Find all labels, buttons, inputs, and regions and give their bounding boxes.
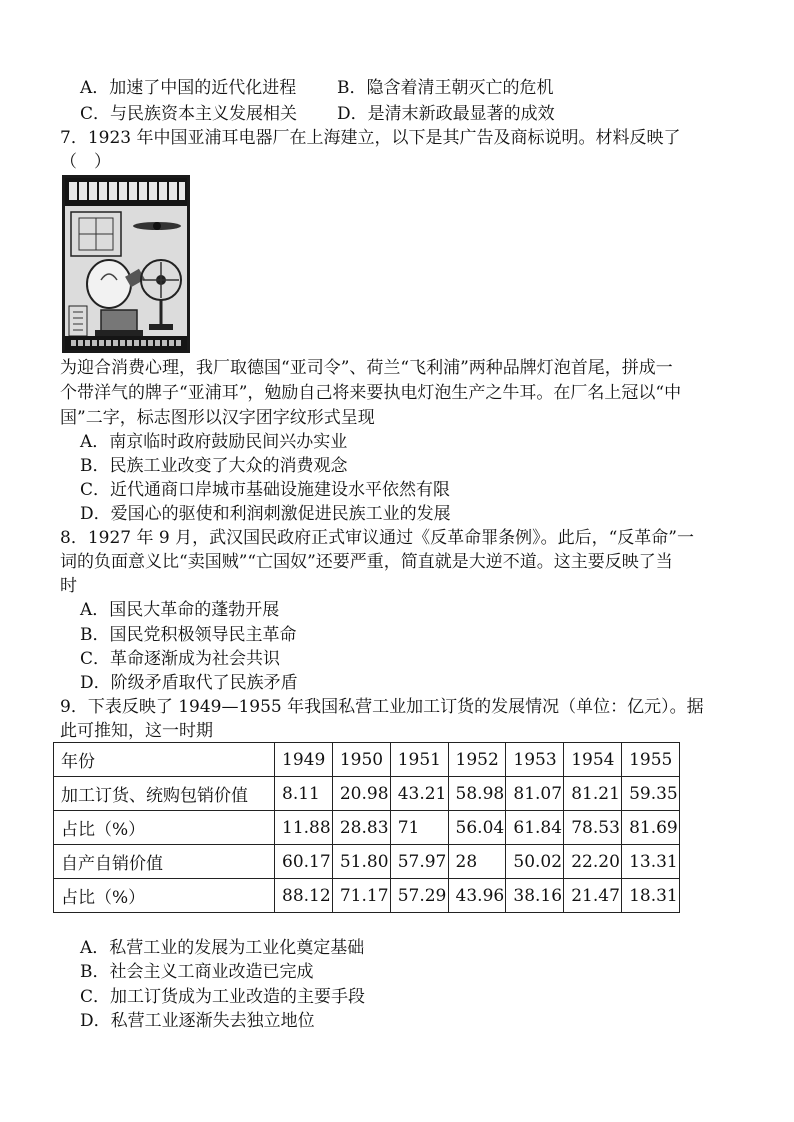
table-cell: 61.84: [506, 811, 564, 845]
table-row-label: 年份: [54, 743, 275, 777]
table-cell: 1950: [332, 743, 390, 777]
q9-option-b: B．社会主义工商业改造已完成: [80, 962, 314, 982]
table-cell: 81.69: [622, 811, 680, 845]
q9-option-a: A．私营工业的发展为工业化奠定基础: [80, 938, 365, 958]
advertisement-image: [62, 175, 190, 353]
table-cell: 1953: [506, 743, 564, 777]
table-cell: 58.98: [448, 777, 506, 811]
table-cell: 57.29: [390, 879, 448, 913]
table-row-label: 占比（%）: [54, 811, 275, 845]
q9-data-table: [53, 742, 680, 913]
table-cell: 21.47: [564, 879, 622, 913]
table-cell: 38.16: [506, 879, 564, 913]
table-cell: 20.98: [332, 777, 390, 811]
q7-option-b: B．民族工业改变了大众的消费观念: [80, 456, 348, 476]
table-row: [54, 811, 680, 845]
table-cell: 1949: [275, 743, 333, 777]
q8-stem-line2: 词的负面意义比“卖国贼”“亡国奴”还要严重，简直就是大逆不道。这主要反映了当: [60, 552, 673, 572]
table-cell: 51.80: [332, 845, 390, 879]
q8-option-a: A．国民大革命的蓬勃开展: [80, 600, 280, 620]
table-row-label: 占比（%）: [54, 879, 275, 913]
table-cell: 78.53: [564, 811, 622, 845]
table-row: [54, 845, 680, 879]
table-cell: 22.20: [564, 845, 622, 879]
table-row: [54, 879, 680, 913]
q9-stem-line1: 9．下表反映了 1949—1955 年我国私营工业加工订货的发展情况（单位：亿元）。据: [60, 697, 704, 717]
q8-stem-line3: 时: [60, 576, 77, 596]
q7-material-line3: 国”二字，标志图形以汉字团字纹形式呈现: [60, 408, 375, 428]
table-row-label: 自产自销价值: [54, 845, 275, 879]
ad-illustration: [65, 206, 187, 342]
table-cell: 1955: [622, 743, 680, 777]
q7-option-d: D．爱国心的驱使和利润刺激促进民族工业的发展: [80, 504, 451, 524]
table-cell: 60.17: [275, 845, 333, 879]
table-cell: 28.83: [332, 811, 390, 845]
q7-option-a: A．南京临时政府鼓励民间兴办实业: [80, 432, 348, 452]
table-cell: 81.21: [564, 777, 622, 811]
table-cell: 71.17: [332, 879, 390, 913]
table-cell: 8.11: [275, 777, 333, 811]
table-cell: 1954: [564, 743, 622, 777]
table-cell: 18.31: [622, 879, 680, 913]
table-header-row: [54, 743, 680, 777]
table-row: [54, 777, 680, 811]
table-cell: 28: [448, 845, 506, 879]
q9-option-c: C．加工订货成为工业改造的主要手段: [80, 987, 366, 1007]
table-cell: 13.31: [622, 845, 680, 879]
q9-option-d: D．私营工业逐渐失去独立地位: [80, 1011, 315, 1031]
table-cell: 1952: [448, 743, 506, 777]
q8-option-c: C．革命逐渐成为社会共识: [80, 649, 281, 669]
table-cell: 43.21: [390, 777, 448, 811]
q7-option-c: C．近代通商口岸城市基础设施建设水平依然有限: [80, 480, 451, 500]
table-cell: 56.04: [448, 811, 506, 845]
table-cell: 59.35: [622, 777, 680, 811]
table-cell: 81.07: [506, 777, 564, 811]
q8-option-d: D．阶级矛盾取代了民族矛盾: [80, 673, 298, 693]
table-cell: 11.88: [275, 811, 333, 845]
table-cell: 57.97: [390, 845, 448, 879]
q6-option-d: D．是清末新政最显著的成效: [337, 104, 555, 124]
table-cell: 50.02: [506, 845, 564, 879]
ad-footer-strip: [65, 336, 187, 350]
table-row-label: 加工订货、统购包销价值: [54, 777, 275, 811]
q7-material-line2: 个带洋气的牌子“亚浦耳”，勉励自己将来要执电灯泡生产之牛耳。在厂名上冠以“中: [60, 383, 682, 403]
q7-material-line1: 为迎合消费心理，我厂取德国“亚司令”、荷兰“飞利浦”两种品牌灯泡首尾，拼成一: [60, 358, 673, 378]
ad-title-strip: [65, 178, 187, 206]
table-cell: 88.12: [275, 879, 333, 913]
q9-stem-line2: 此可推知，这一时期: [60, 721, 213, 741]
q7-stem-line2: （ ）: [60, 152, 111, 172]
q6-option-b: B．隐含着清王朝灭亡的危机: [337, 78, 554, 98]
q7-stem-line1: 7．1923 年中国亚浦耳电器厂在上海建立，以下是其广告及商标说明。材料反映了: [60, 128, 681, 148]
table-cell: 43.96: [448, 879, 506, 913]
table-cell: 1951: [390, 743, 448, 777]
table-cell: 71: [390, 811, 448, 845]
q6-option-c: C．与民族资本主义发展相关: [80, 104, 298, 124]
q8-option-b: B．国民党积极领导民主革命: [80, 625, 297, 645]
q8-stem-line1: 8．1927 年 9 月，武汉国民政府正式审议通过《反革命罪条例》。此后，“反革命”一: [60, 528, 694, 548]
q6-option-a: A．加速了中国的近代化进程: [80, 78, 297, 98]
